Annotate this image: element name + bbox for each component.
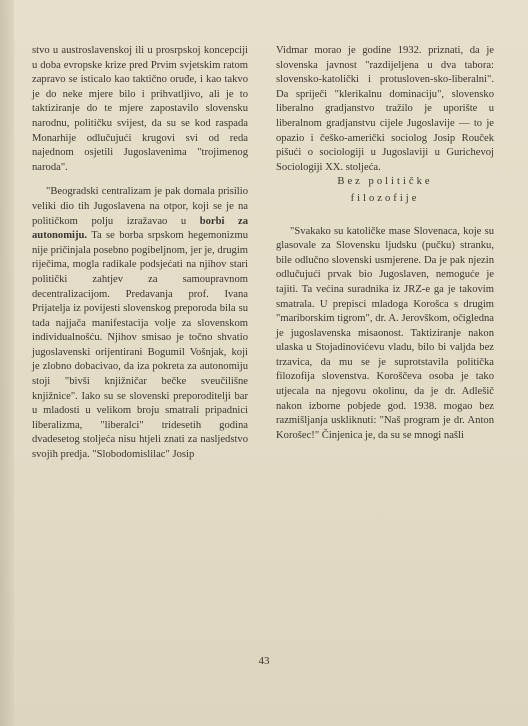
- left-column: [32, 44, 248, 463]
- page-number: 43: [258, 655, 270, 667]
- right-paragraph-1: Vidmar morao je godine 1932. priznati, da je slovenska javnost "razdijeljena u dva tabora: slovensko-katolički i protusloven-sko-liberalni". Da spriječi "klerikalnu dominaciju", slovensko liberalno gradjanstvo tražilo je uporište u liberalnom gradjanstvu cijele Jugoslavije — to je opazio i češko-američki sociolog Josip Rouček pišući o sociologiji u Jugoslaviji u Gurichevoj Sociologiji XX. stoljeća.: [276, 45, 494, 173]
- left-paragraph-2: [32, 185, 248, 462]
- left-paragraph-2-rest: Ta se borba srpskom hegemonizmu nije pričinjala posebno pogibeljnom, jer je, drugim riječima, mogla radikale podsjećati na njihov stari politički zahtjev za samoupravnom decentralizacijom. Predavanja prof. Ivana Prijatelja iz povijesti slovenskog preporoda bila su tada najjača manifestacija volje za slovenskom individualnošću. Njihov smisao je točno shvatio jugoslavenski orijentirani Bogumil Vošnjak, koji je zlobno dobacivao, da iza pokreta za autonomiju stoji "bivši knjižničar bečke sveučilišne knjižnice". Iako su se slovenski preporoditelji bar u mladosti u velikom broju smatrali pripadnici liberalizma, "liberalci" tridesetih godina dvadesetog stoljeća nisu htjeli znati za nasljedstvo svojih predja. "Slobodomislilac" Josip: [32, 230, 248, 461]
- left-paragraph-2-start: "Beogradski centralizam je pak domala prisilio veliki dio tih Jugoslavena na otpor, koji se je na političkom polju izražavao u: [32, 186, 248, 227]
- left-paragraph-2-bold: borbi za autonomiju.: [32, 215, 249, 242]
- section-heading-line-2: filozofije: [350, 192, 420, 204]
- right-column: [276, 44, 494, 443]
- right-paragraph-2: "Svakako su katoličke mase Slovenaca, koje su glasovale za Slovensku ljudsku (pučku) stranku, bile odlučno slovenski usmjerene. Da je pak njezin odlučujući prvak bio Jugoslaven, nemoguće je tajiti. Ta većina suradnika iz JRZ-e ga je takovim smatrala. U prepisci mladoga Korošca s drugim "mariborskim tigrom", dr. A. Jerovškom, očigledna je jugoslavenska misaonost. Taktiziranje nakon ulaska u Stojadinovićevu vladu, bilo bi valjda bez trzavica, da mu se je suprotstavila politička filozofija slovenstva. Koroščeva osoba je tako utjecala na njegovu okolinu, da je dr. Adlešič nakon izborne pobjede god. 1938. mogao bez razmišljanja uskliknuti: "Naš program je dr. Anton Korošec!" Činjenica je, da su se mnogi našli: [276, 225, 494, 441]
- left-paragraph-1: stvo u austroslavenskoj ili u prosrpskoj koncepciji u doba evropske krize pred Prvim svjetskim ratom zapravo se isticalo kao taktično oruđe, i kao takvo je do neke mjere bilo i prihvatljivo, ali je to taktiziranje do te mjere zapostavilo slovensku narodnu, političku svijest, da su se kod raspada Monarhije odlučujući krugovi svi od reda najednom osjetili Jugoslavenima "trojimenog naroda".: [32, 45, 248, 173]
- section-heading-line-1: Bez političke: [337, 176, 433, 188]
